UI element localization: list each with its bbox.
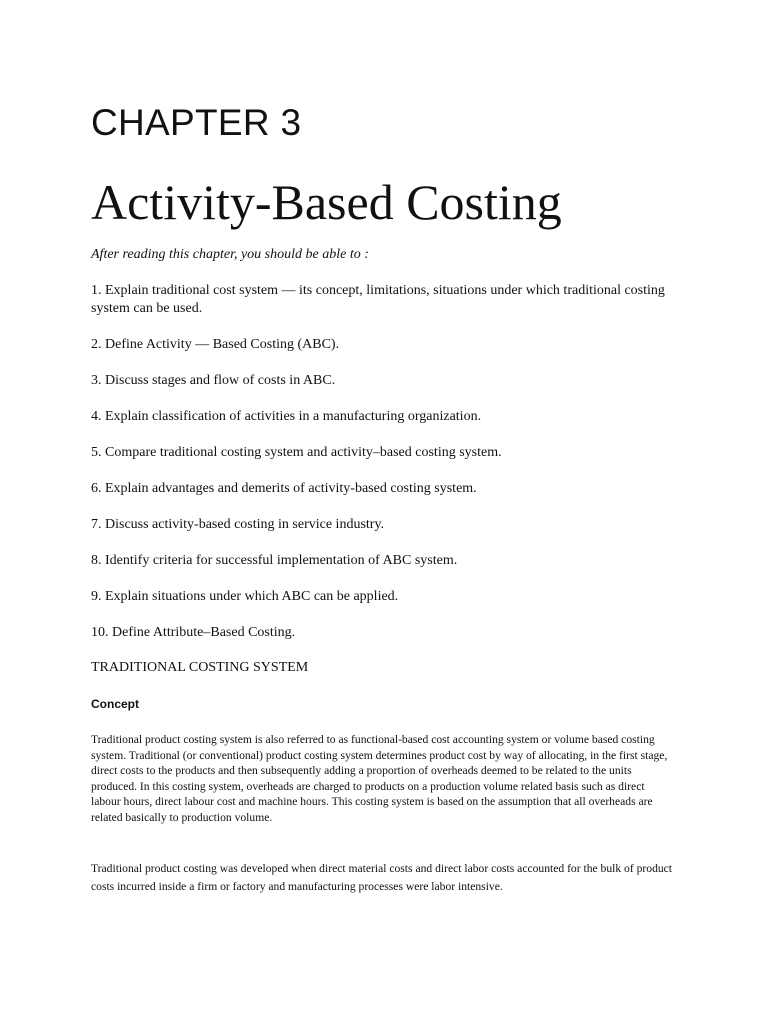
intro-text: After reading this chapter, you should be able to : [91, 247, 369, 262]
objective-item: 7. Discuss activity-based costing in service industry. [91, 517, 385, 532]
objective-item: 1. Explain traditional cost system — its concept, limitations, situations under which traditional costing system can be used. [91, 283, 665, 316]
objective-item: 10. Define Attribute–Based Costing. [91, 625, 296, 640]
objective-item: 5. Compare traditional costing system and activity–based costing system. [91, 445, 502, 460]
objective-item: 9. Explain situations under which ABC can be applied. [91, 589, 399, 604]
body-paragraph: Traditional product costing was developed when direct material costs and direct labor costs accounted for the bulk of product costs incurred inside a firm or factory and manufacturing processes were labor intensive. [91, 862, 673, 893]
objectives-list [91, 282, 681, 660]
objective-item: 2. Define Activity — Based Costing (ABC). [91, 337, 340, 352]
objective-item: 6. Explain advantages and demerits of activity-based costing system. [91, 481, 477, 496]
subsection-heading: Concept [91, 697, 139, 711]
chapter-label: CHAPTER 3 [91, 102, 302, 143]
section-heading: TRADITIONAL COSTING SYSTEM [91, 660, 309, 675]
chapter-title: Activity-Based Costing [91, 174, 562, 230]
objective-item: 3. Discuss stages and flow of costs in ABC. [91, 373, 336, 388]
objective-item: 8. Identify criteria for successful implementation of ABC system. [91, 553, 458, 568]
objective-item: 4. Explain classification of activities in a manufacturing organization. [91, 409, 482, 424]
body-paragraph: Traditional product costing system is also referred to as functional-based cost accounting system or volume based costing system. Traditional (or conventional) product costing system determines product cost by way of allocating, in the first stage, direct costs to the products and then subsequently adding a proportion of overheads deemed to be related to the units produced. In this costing system, overheads are charged to products on a production volume related basis such as direct labour hours, direct labour cost and machine hours. This costing system is based on the assumption that all overheads are related basically to production volume. [91, 733, 668, 824]
